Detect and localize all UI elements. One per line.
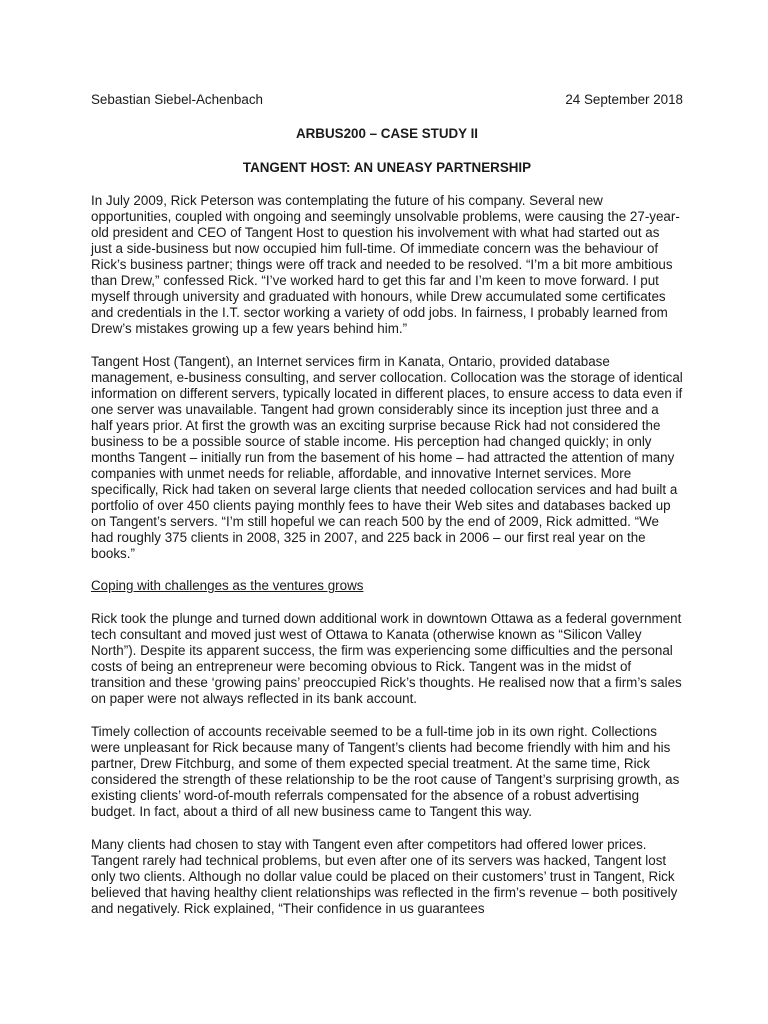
document-header (91, 92, 683, 108)
course-title: ARBUS200 – CASE STUDY II (295, 126, 479, 141)
paragraph-3: Rick took the plunge and turned down additional work in downtown Ottawa as a federal government tech consultant and moved just west of Ottawa to Kanata (otherwise known as “Silicon Valley North”). Despite its apparent success, the firm was experiencing some difficulties and the personal costs of being an entrepreneur were becoming obvious to Rick. Tangent was in the midst of transition and these ‘growing pains’ preoccupied Rick’s thoughts. He realised now that a firm’s sales on paper were not always reflected in its bank account. (91, 611, 682, 706)
case-title: TANGENT HOST: AN UNEASY PARTNERSHIP (242, 160, 532, 175)
paragraph-5: Many clients had chosen to stay with Tangent even after competitors had offered lower prices. Tangent rarely had technical problems, but even after one of its servers was hacked, Tangent lost only two clients. Although no dollar value could be placed on their customers’ trust in Tangent, Rick believed that having healthy client relationships was reflected in the firm’s revenue – both positively and negatively. Rick explained, “Their confidence in us guarantees (91, 837, 678, 916)
author-name: Sebastian Siebel-Achenbach (91, 92, 263, 107)
document-date: 24 September 2018 (565, 92, 683, 107)
paragraph-4: Timely collection of accounts receivable seemed to be a full-time job in its own right. Collections were unpleasant for Rick because many of Tangent’s clients had become friendly with him and his partner, Drew Fitchburg, and some of them expected special treatment. At the same time, Rick considered the strength of these relationship to be the root cause of Tangent’s surprising growth, as existing clients’ word-of-mouth referrals compensated for the absence of a robust advertising budget. In fact, about a third of all new business came to Tangent this way. (91, 724, 680, 819)
document-page (91, 92, 683, 917)
section-heading: Coping with challenges as the ventures grows (91, 578, 364, 593)
paragraph-2: Tangent Host (Tangent), an Internet services firm in Kanata, Ontario, provided database management, e-business consulting, and server collocation. Collocation was the storage of identical information on different servers, typically located in different places, to ensure access to data even if one server was unavailable. Tangent had grown considerably since its inception just three and a half years prior. At first the growth was an exciting surprise because Rick had not considered the business to be a possible source of stable income. His perception had changed quickly; in only months Tangent – initially run from the basement of his home – had attracted the attention of many companies with unmet needs for reliable, affordable, and innovative Internet services. More specifically, Rick had taken on several large clients that needed collocation services and had built a portfolio of over 450 clients paying monthly fees to have their Web sites and databases backed up on Tangent’s servers. “I’m still hopeful we can reach 500 by the end of 2009, Rick admitted. “We had roughly 375 clients in 2008, 325 in 2007, and 225 back in 2006 – our first real year on the books.” (91, 354, 683, 561)
paragraph-1: In July 2009, Rick Peterson was contemplating the future of his company. Several new opportunities, coupled with ongoing and seemingly unsolvable problems, were causing the 27-year-old president and CEO of Tangent Host to question his involvement with what had started out as just a side-business but now occupied him full-time. Of immediate concern was the behaviour of Rick’s business partner; things were off track and needed to be resolved. “I’m a bit more ambitious than Drew,” confessed Rick. “I’ve worked hard to get this far and I’m keen to move forward. I put myself through university and graduated with honours, while Drew accumulated some certificates and credentials in the I.T. sector working a variety of odd jobs. In fairness, I probably learned from Drew’s mistakes growing up a few years behind him.” (91, 193, 680, 336)
